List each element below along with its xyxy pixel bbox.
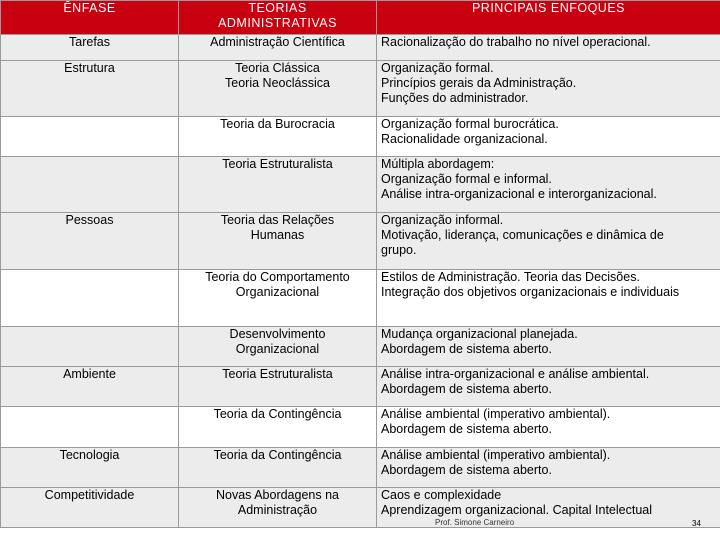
cell-enfase: Tarefas [1, 35, 179, 61]
cell-enfoques [377, 61, 720, 117]
teoria-line: Organizacional [235, 342, 320, 356]
cell-enfoques [377, 213, 720, 270]
cell-enfase: Pessoas [1, 213, 179, 270]
table-body [1, 35, 720, 528]
enfoque-line: Abordagem de sistema aberto. [381, 382, 552, 396]
cell-enfoques [377, 157, 720, 213]
enfoque-line: Organização informal. [381, 213, 504, 227]
enfoque-line: Organização formal e informal. [381, 172, 552, 186]
enfoque-line: Análise intra-organizacional e análise ambiental. [381, 367, 650, 381]
cell-enfase [1, 407, 179, 448]
teoria-line: Teoria da Contingência [213, 407, 342, 421]
cell-teoria [179, 327, 377, 367]
enfoque-line: Funções do administrador. [381, 91, 529, 105]
teoria-line: Teoria Estruturalista [222, 157, 333, 171]
enfoque-line: Análise ambiental (imperativo ambiental). [381, 407, 611, 421]
cell-enfase [1, 327, 179, 367]
page-number: 34 [692, 519, 701, 528]
table-row [1, 327, 720, 367]
cell-enfase: Tecnologia [1, 448, 179, 488]
teoria-line: Teoria das Relações [220, 213, 335, 227]
teoria-line: Teoria do Comportamento [205, 270, 350, 284]
enfoque-line: Análise ambiental (imperativo ambiental). [381, 448, 611, 462]
header-teorias-line-1: TEORIAS [248, 1, 307, 15]
cell-teoria [179, 213, 377, 270]
cell-teoria [179, 35, 377, 61]
cell-enfoques [377, 407, 720, 448]
enfoque-line: Racionalidade organizacional. [381, 132, 548, 146]
enfoque-line: Integração dos objetivos organizacionais e individuais [381, 285, 680, 299]
teoria-line: Administração Científica [210, 35, 345, 49]
table-row [1, 448, 720, 488]
cell-enfoques [377, 270, 720, 327]
cell-teoria [179, 488, 377, 528]
enfoque-line: grupo. [381, 243, 417, 257]
cell-teoria [179, 448, 377, 488]
header-teorias [179, 1, 377, 35]
enfoque-line: Organização formal. [381, 61, 494, 75]
header-enfase: ÊNFASE [1, 1, 179, 35]
cell-enfase: Ambiente [1, 367, 179, 407]
teoria-line: Teoria Neoclássica [225, 76, 330, 90]
enfoque-line: Estilos de Administração. Teoria das Decisões. [381, 270, 640, 284]
teoria-line: Humanas [250, 228, 305, 242]
cell-enfoques [377, 117, 720, 157]
cell-enfoques [377, 448, 720, 488]
enfoque-line: Abordagem de sistema aberto. [381, 422, 552, 436]
enfoque-line: Caos e complexidade [381, 488, 502, 502]
enfoque-line: Organização formal burocrática. [381, 117, 559, 131]
cell-teoria [179, 270, 377, 327]
teoria-line: Organizacional [235, 285, 320, 299]
cell-enfoques [377, 327, 720, 367]
teoria-line: Administração [237, 503, 318, 517]
table-row [1, 367, 720, 407]
enfoque-line: Abordagem de sistema aberto. [381, 463, 552, 477]
cell-enfoques [377, 35, 720, 61]
enfoque-line: Motivação, liderança, comunicações e dinâmica de [381, 228, 664, 242]
enfoque-line: Múltipla abordagem: [381, 157, 495, 171]
cell-teoria [179, 117, 377, 157]
teoria-line: Teoria Estruturalista [222, 367, 333, 381]
cell-enfase [1, 270, 179, 327]
teoria-line: Teoria da Contingência [213, 448, 342, 462]
teoria-line: Teoria da Burocracia [220, 117, 335, 131]
enfoque-line: Abordagem de sistema aberto. [381, 342, 552, 356]
cell-enfase [1, 117, 179, 157]
cell-enfase: Competitividade [1, 488, 179, 528]
cell-enfoques [377, 488, 720, 528]
footer-author: Prof. Simone Carneiro [435, 518, 515, 527]
teoria-line: Novas Abordagens na [215, 488, 339, 502]
header-teorias-line-2: ADMINISTRATIVAS [218, 16, 337, 30]
table-row [1, 407, 720, 448]
table-row [1, 270, 720, 327]
table-row [1, 61, 720, 117]
cell-teoria [179, 61, 377, 117]
enfoque-line: Aprendizagem organizacional. Capital Intelectual [381, 503, 652, 517]
teoria-line: Teoria Clássica [235, 61, 320, 75]
enfoque-line: Racionalização do trabalho no nível operacional. [381, 35, 651, 49]
enfoque-line: Análise intra-organizacional e interorganizacional. [381, 187, 657, 201]
enfoque-line: Mudança organizacional planejada. [381, 327, 578, 341]
table-row [1, 35, 720, 61]
table-row [1, 157, 720, 213]
cell-enfase: Estrutura [1, 61, 179, 117]
teoria-line: Desenvolvimento [229, 327, 326, 341]
header-enfoques: PRINCIPAIS ENFOQUES [377, 1, 720, 35]
cell-enfoques [377, 367, 720, 407]
cell-teoria [179, 407, 377, 448]
table-row [1, 117, 720, 157]
cell-teoria [179, 157, 377, 213]
table-row [1, 488, 720, 528]
cell-teoria [179, 367, 377, 407]
table-row [1, 213, 720, 270]
table-header-row [1, 1, 720, 35]
enfoque-line: Princípios gerais da Administração. [381, 76, 577, 90]
cell-enfase [1, 157, 179, 213]
